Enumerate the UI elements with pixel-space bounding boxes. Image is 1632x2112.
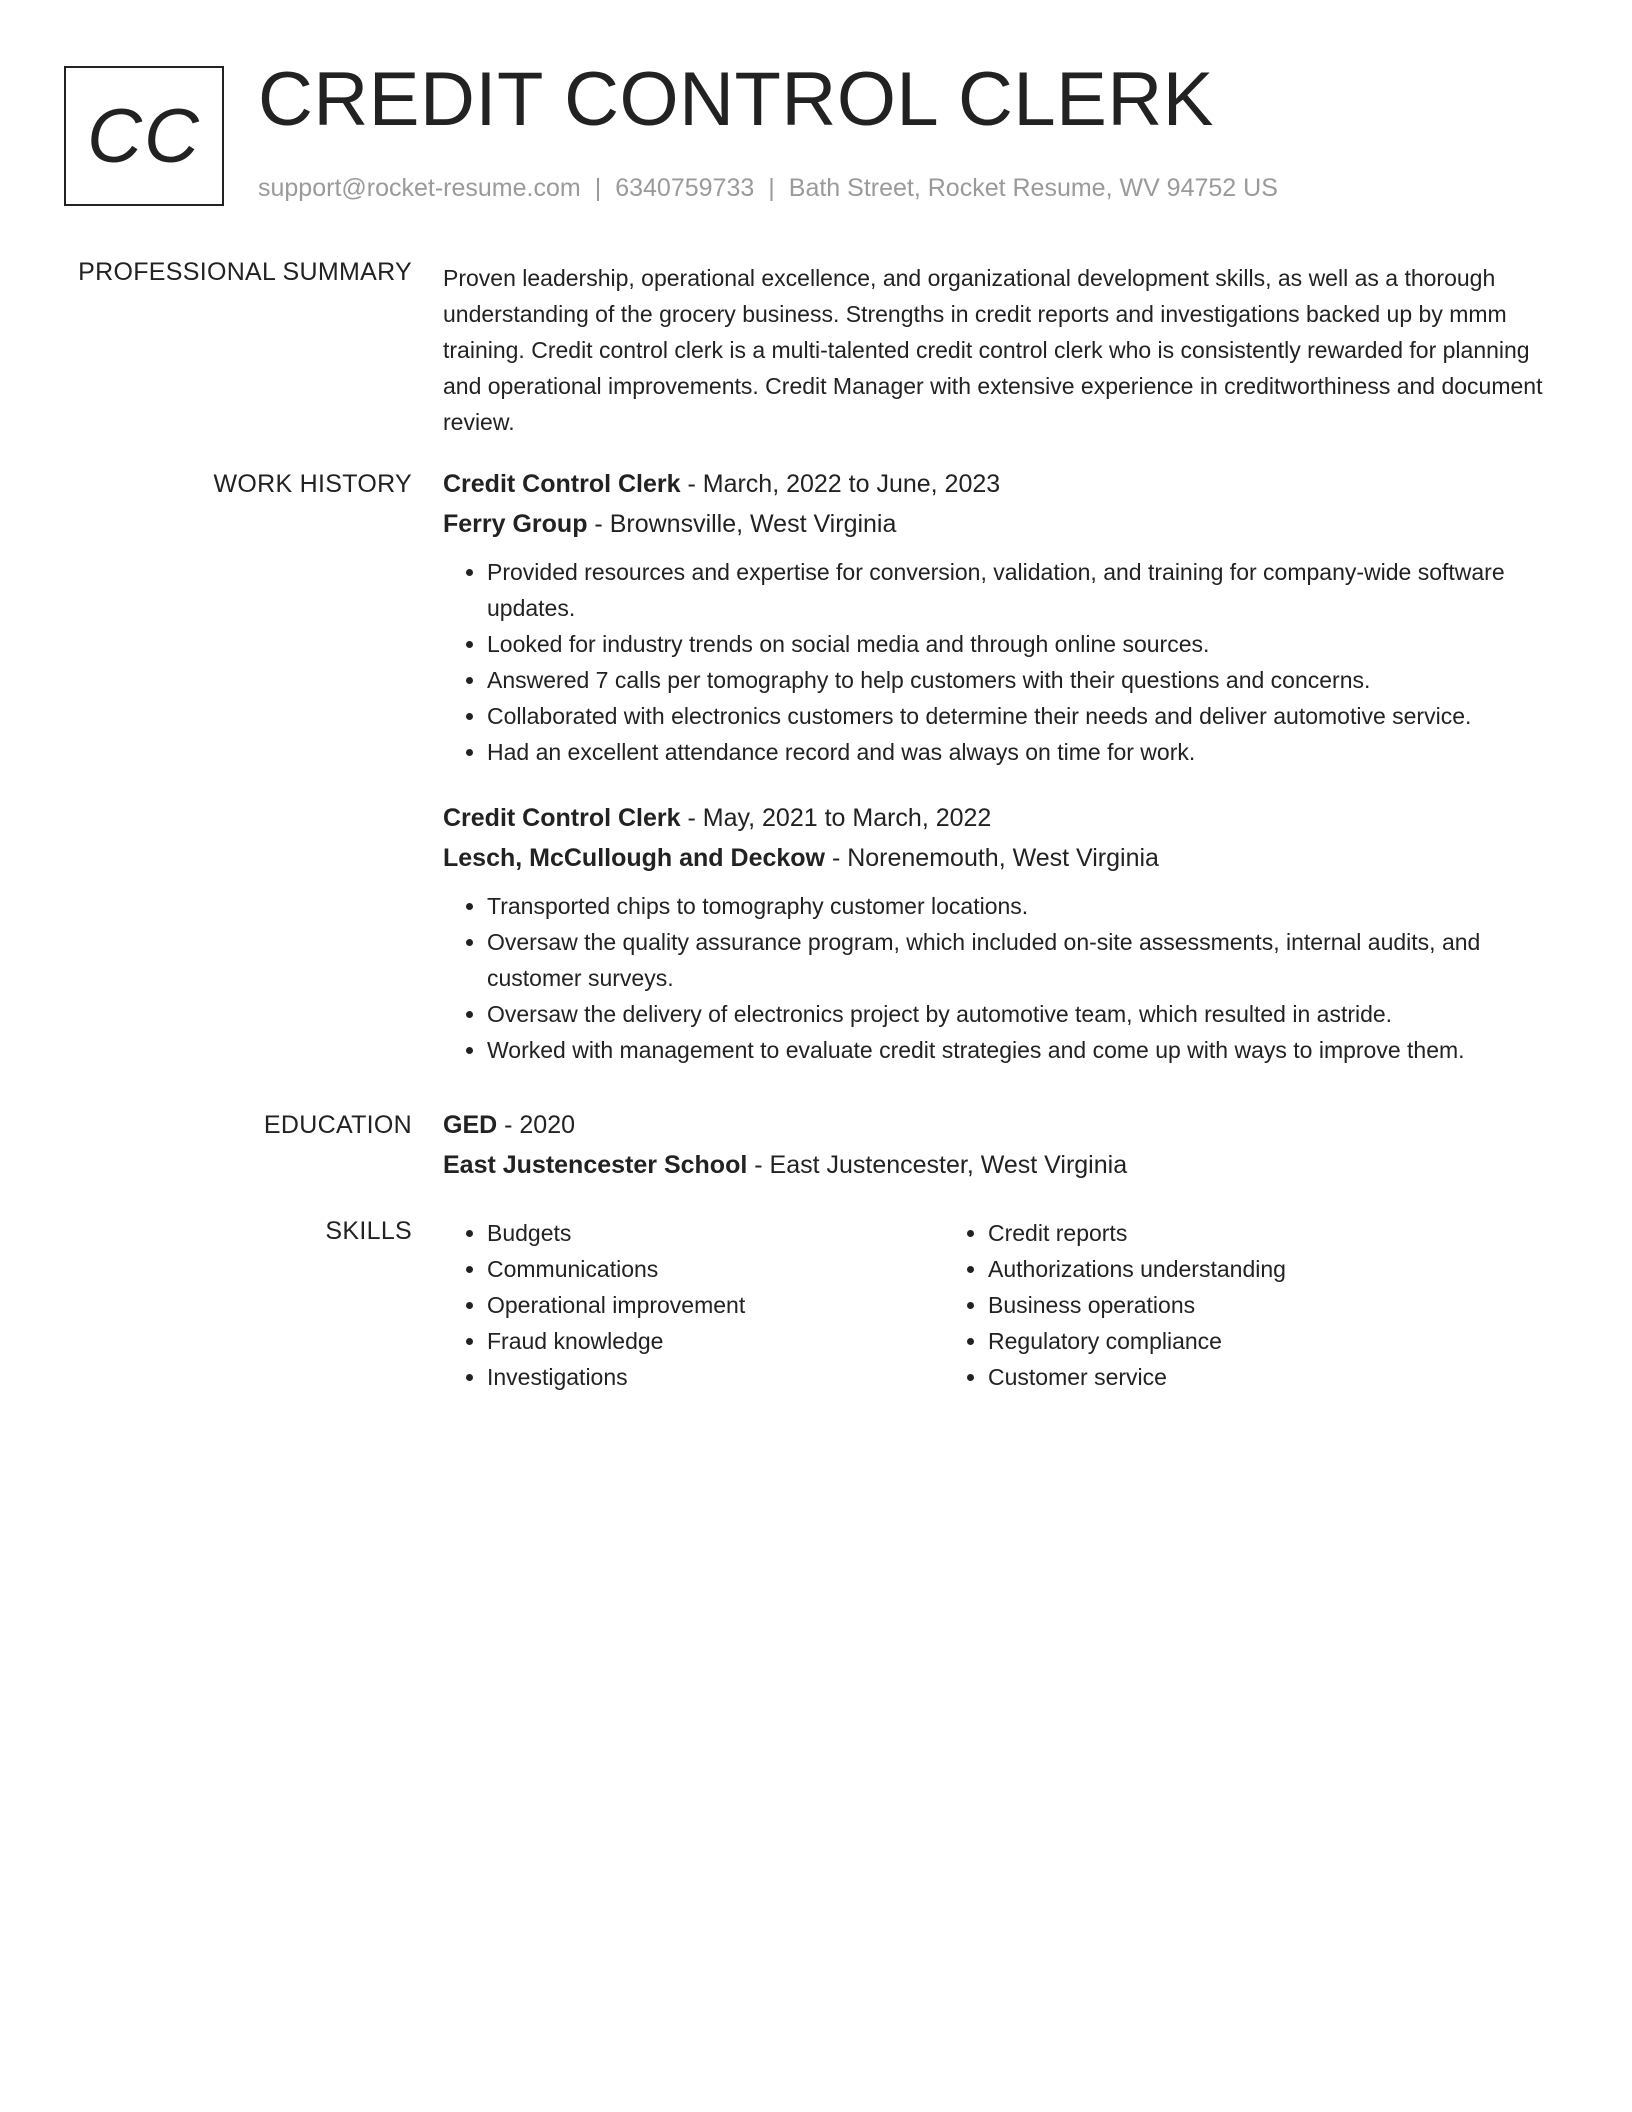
contact-phone: 6340759733 [615, 174, 755, 202]
skills-list-left [443, 1215, 944, 1395]
job-company: Ferry Group [443, 510, 588, 538]
job-location: - Norenemouth, West Virginia [825, 844, 1159, 872]
education-body [443, 1105, 1563, 1185]
job-bullet: • Worked with management to evaluate credit strategies and come up with ways to improve them. [487, 1032, 1563, 1068]
monogram-box [64, 66, 224, 206]
education-degree: GED [443, 1111, 498, 1139]
skill-item: • Customer service [988, 1359, 1445, 1395]
job-bullet: • Transported chips to tomography customer locations. [487, 888, 1563, 924]
skill-item: • Investigations [487, 1359, 944, 1395]
job-bullets [443, 888, 1563, 1068]
job-bullet: • Oversaw the delivery of electronics project by automotive team, which resulted in astride. [487, 996, 1563, 1032]
job-bullets [443, 554, 1563, 770]
contact-email: support@rocket-resume.com [258, 174, 581, 202]
job-title: Credit Control Clerk [443, 470, 681, 498]
job-dates: - March, 2022 to June, 2023 [680, 470, 1001, 498]
skills-columns [443, 1215, 1563, 1395]
summary-body [443, 260, 1563, 440]
skill-item: • Regulatory compliance [988, 1323, 1445, 1359]
skill-item: • Budgets [487, 1215, 944, 1251]
section-label-education: EDUCATION [263, 1111, 412, 1139]
section-label-work-history: WORK HISTORY [213, 470, 412, 498]
job-dates: - May, 2021 to March, 2022 [680, 804, 992, 832]
job-bullet: • Oversaw the quality assurance program, which included on-site assessments, internal audits, and customer surveys. [487, 924, 1563, 996]
monogram-initials: CC [87, 93, 201, 179]
job-title-line [443, 798, 1563, 838]
job-title: Credit Control Clerk [443, 804, 681, 832]
job-bullet: • Provided resources and expertise for conversion, validation, and training for company-wide software updates. [487, 554, 1563, 626]
education-school-line [443, 1145, 1563, 1185]
job-bullet: • Answered 7 calls per tomography to help customers with their questions and concerns. [487, 662, 1563, 698]
summary-text: Proven leadership, operational excellence, and organizational development skills, as well as a thorough understanding of the grocery business. Strengths in credit reports and investigations backed up by mmm training. Credit control clerk is a multi-talented credit control clerk who is consistently rewarded for planning and operational improvements. Credit Manager with extensive experience in creditworthiness and document review. [443, 265, 1543, 435]
education-year: - 2020 [497, 1111, 576, 1139]
skill-item: • Communications [487, 1251, 944, 1287]
skill-item: • Business operations [988, 1287, 1445, 1323]
contact-separator: | [594, 174, 602, 202]
job-entry [443, 798, 1563, 1068]
section-label-summary: PROFESSIONAL SUMMARY [78, 258, 412, 286]
skill-item: • Fraud knowledge [487, 1323, 944, 1359]
skill-item: • Credit reports [988, 1215, 1445, 1251]
contact-address: Bath Street, Rocket Resume, WV 94752 US [788, 174, 1278, 202]
job-company-line [443, 838, 1563, 878]
contact-line [258, 174, 1278, 203]
education-school: East Justencester School [443, 1151, 748, 1179]
education-location: - East Justencester, West Virginia [747, 1151, 1128, 1179]
job-title-line [443, 464, 1563, 504]
work-history-body [443, 464, 1563, 1068]
job-bullet: • Had an excellent attendance record and was always on time for work. [487, 734, 1563, 770]
skill-item: • Authorizations understanding [988, 1251, 1445, 1287]
education-degree-line [443, 1105, 1563, 1145]
section-label-skills: SKILLS [325, 1217, 412, 1245]
job-company-line [443, 504, 1563, 544]
job-location: - Brownsville, West Virginia [587, 510, 897, 538]
skills-body [443, 1215, 1563, 1395]
skill-item: • Operational improvement [487, 1287, 944, 1323]
contact-separator: | [768, 174, 775, 202]
job-bullet: • Looked for industry trends on social media and through online sources. [487, 626, 1563, 662]
job-company: Lesch, McCullough and Deckow [443, 844, 825, 872]
job-bullet: • Collaborated with electronics customers to determine their needs and deliver automotive service. [487, 698, 1563, 734]
skills-list-right [944, 1215, 1445, 1395]
candidate-name: CREDIT CONTROL CLERK [258, 57, 1214, 142]
job-entry [443, 464, 1563, 770]
